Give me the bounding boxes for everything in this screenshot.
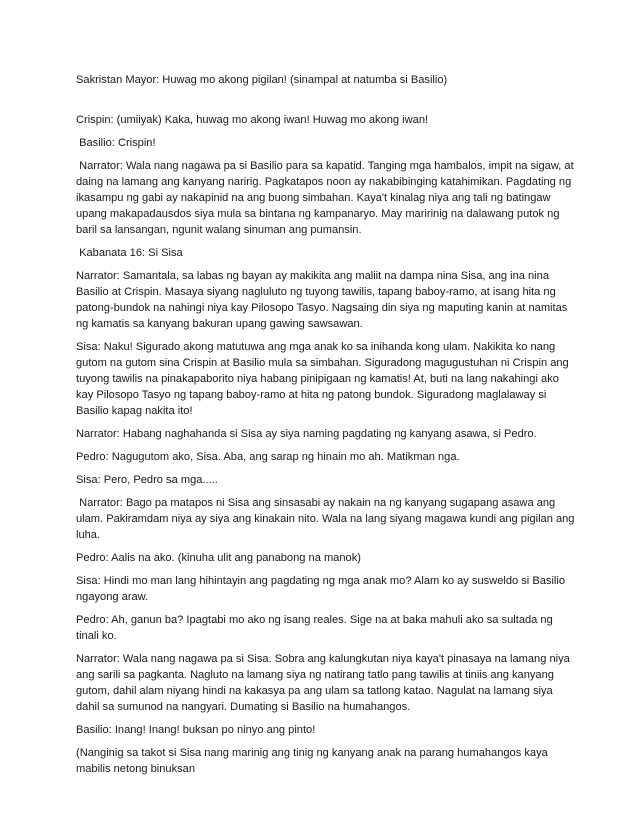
paragraph-narrator-3: Narrator: Habang naghahanda si Sisa ay siya naming pagdating ng kanyang asawa, si Pedro. xyxy=(76,428,537,440)
paragraph-sisa-1: Sisa: Naku! Sigurado akong matutuwa ang mga anak ko sa inihanda kong ulam. Nakikita ko nang gutom na gutom sina Crispin at Basilio mula sa simbahan. Siguradong magugustuhan ni Crispin ang tuyong tawilis na pinakapaborito niya habang pinipigaan ng kamatis! At, buti na lang nakahingi ako kay Pilosopo Tasyo ng tapang baboy-ramo at hita ng patong bundok. Siguradong maglalaway si Basilio kapag nakita ito! xyxy=(76,341,572,417)
paragraph-sisa-2: Sisa: Pero, Pedro sa mga..... xyxy=(76,474,218,486)
chapter-heading: Kabanata 16: Si Sisa xyxy=(76,247,183,259)
paragraph-stage-direction: (Nanginig sa takot si Sisa nang marinig ang tinig ng kanyang anak na parang humahangos kaya mabilis netong binuksan xyxy=(76,747,551,775)
paragraph-basilio-crispin: Basilio: Crispin! xyxy=(76,137,156,149)
paragraph-pedro-3: Pedro: Ah, ganun ba? Ipagtabi mo ako ng isang reales. Sige na at baka mahuli ako sa sultada ng tinali ko. xyxy=(76,614,556,642)
paragraph-narrator-5: Narrator: Wala nang nagawa pa si Sisa. Sobra ang kalungkutan niya kaya't pinasaya na lamang niya ang sarili sa pagkanta. Nagluto na lamang siya ng natirang tatlo pang tawilis at tiniis ang kanyang gutom, dahil alam niyang hindi na kakasya pa ang ulam sa tatlong katao. Nagulat na lamang siya dahil sa sumunod na nangyari. Dumating si Basilio na humahangos. xyxy=(76,653,573,713)
paragraph-sisa-3: Sisa: Hindi mo man lang hihintayin ang pagdating ng mga anak mo? Alam ko ay susweldo si Basilio ngayong araw. xyxy=(76,575,569,603)
document-body xyxy=(76,72,576,784)
paragraph-pedro-2: Pedro: Aalis na ako. (kinuha ulit ang panabong na manok) xyxy=(76,552,361,564)
paragraph-narrator-2: Narrator: Samantala, sa labas ng bayan ay makikita ang maliit na dampa nina Sisa, ang ina nina Basilio at Crispin. Masaya siyang nagluluto ng tuyong tawilis, tapang baboy-ramo, at isang hita ng patong-bundok na nahingi niya kay Pilosopo Tasyo. Nagsaing din siya ng maputing kanin at namitas ng kamatis sa kanyang bakuran upang gawing sawsawan. xyxy=(76,270,571,330)
paragraph-sakristan-mayor: Sakristan Mayor: Huwag mo akong pigilan! (sinampal at natumba si Basilio) xyxy=(76,74,448,86)
paragraph-pedro-1: Pedro: Nagugutom ako, Sisa. Aba, ang sarap ng hinain mo ah. Matikman nga. xyxy=(76,451,460,463)
paragraph-narrator-4: Narrator: Bago pa matapos ni Sisa ang sinsasabi ay nakain na ng kanyang sugapang asawa ang ulam. Pakiramdam niya ay siya ang kinakain nito. Wala na lang siyang magawa kundi ang pigilan ang luha. xyxy=(76,497,578,541)
paragraph-basilio-2: Basilio: Inang! Inang! buksan po ninyo ang pinto! xyxy=(76,724,316,736)
paragraph-narrator-1: Narrator: Wala nang nagawa pa si Basilio para sa kapatid. Tanging mga hambalos, impit na sigaw, at daing na lamang ang kanyang naririg. Pagkatapos noon ay nakabibinging katahimikan. Pagdating ng ikasampu ng gabi ay nakapinid na ang buong simbahan. Kaya't kinalag niya ang tali ng batingaw upang makapadausdos siya mula sa bintana ng kampanaryo. May maririnig na dalawang putok ng baril sa lansangan, ngunit walang sinuman ang pumansin. xyxy=(76,160,577,236)
paragraph-crispin: Crispin: (umiiyak) Kaka, huwag mo akong iwan! Huwag mo akong iwan! xyxy=(76,114,429,126)
